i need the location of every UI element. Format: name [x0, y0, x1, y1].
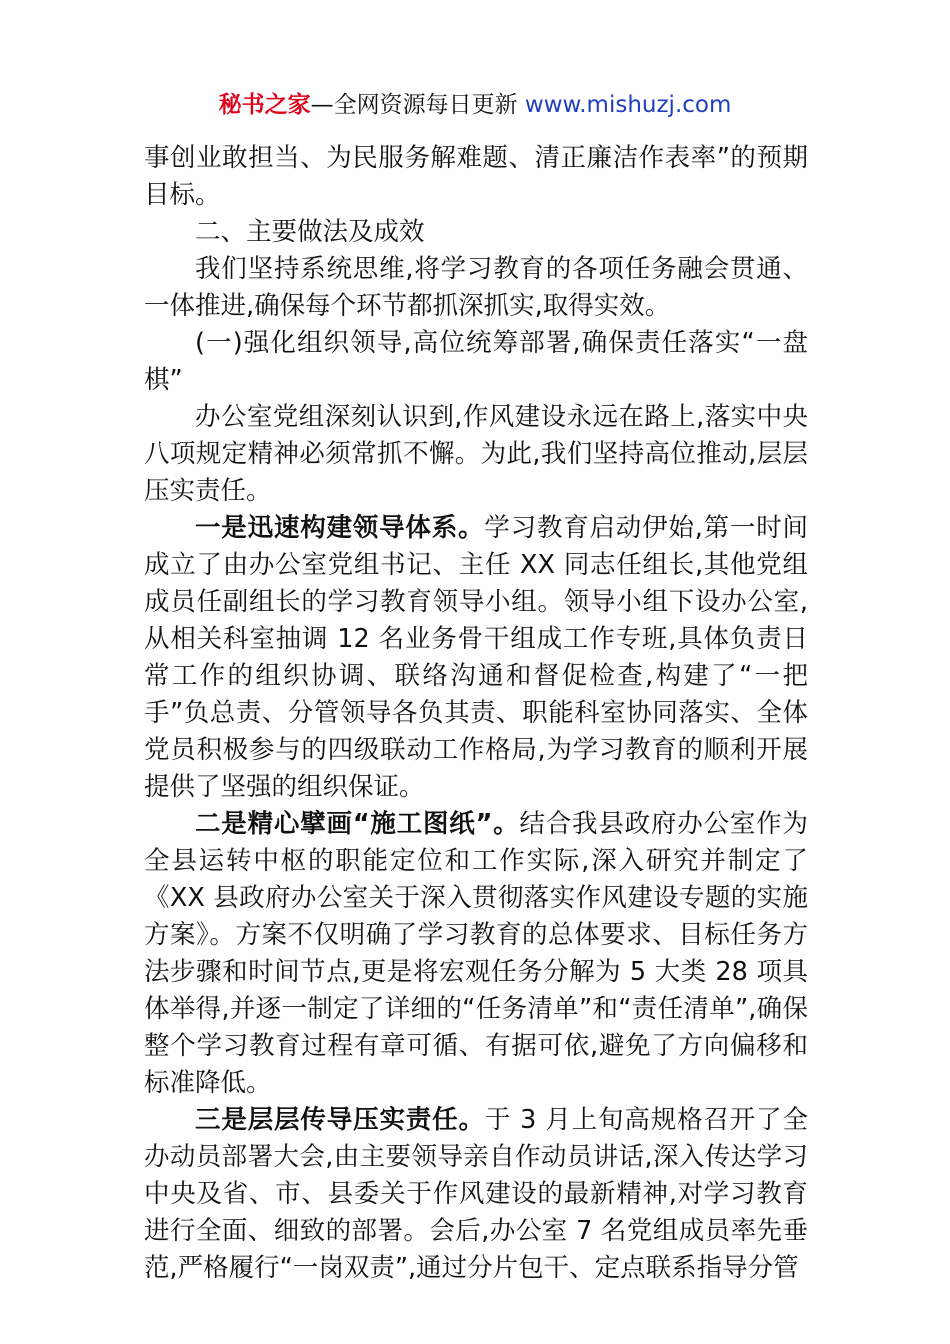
document-body	[144, 140, 808, 1287]
paragraph-text: 于 3 月上旬高规格召开了全办动员部署大会,由主要领导亲自作动员讲话,深入传达学习中央及省、市、县委关于作风建设的最新精神,对学习教育进行全面、细致的部署。会后,办公室 7 名党组成员率先垂范,严格履行“一岗双责”,通过分片包干、定点联系指导分管	[144, 1105, 808, 1283]
website-link[interactable]: www.mishuzj.com	[517, 92, 732, 118]
paragraph	[144, 510, 808, 806]
paragraph-text: 结合我县政府办公室作为全县运转中枢的职能定位和工作实际,深入研究并制定了《XX 县政府办公室关于深入贯彻落实作风建设专题的实施方案》。方案不仅明确了学习教育的总体要求、目标任务方法步骤和时间节点,更是将宏观任务分解为 5 大类 28 项具体举得,并逐一制定了详细的“任务清单”和“责任清单”,确保整个学习教育过程有章可循、有据可依,避免了方向偏移和标准降低。	[144, 809, 808, 1098]
subsection-heading	[144, 325, 808, 399]
paragraph-text: 我们坚持系统思维,将学习教育的各项任务融会贯通、一体推进,确保每个环节都抓深抓实,取得实效。	[144, 254, 808, 321]
paragraph	[144, 1102, 808, 1287]
paragraph-lead: 三是层层传导压实责任。	[195, 1105, 485, 1135]
paragraph-text: 事创业敢担当、为民服务解难题、清正廉洁作表率”的预期目标。	[144, 143, 808, 210]
paragraph-lead: 一是迅速构建领导体系。	[195, 513, 485, 543]
paragraph	[144, 399, 808, 510]
paragraph-text: 办公室党组深刻认识到,作风建设永远在路上,落实中央八项规定精神必须常抓不懈。为此,我们坚持高位推动,层层压实责任。	[144, 402, 808, 506]
header-tagline: —全网资源每日更新	[310, 92, 518, 118]
paragraph-lead: 二是精心擘画“施工图纸”。	[195, 809, 520, 839]
paragraph	[144, 251, 808, 325]
paragraph	[144, 140, 808, 214]
section-heading	[144, 214, 808, 251]
paragraph-text: 二、主要做法及成效	[195, 217, 425, 247]
paragraph-text: (一)强化组织领导,高位统筹部署,确保责任落实“一盘棋”	[144, 328, 808, 395]
paragraph-text: 学习教育启动伊始,第一时间成立了由办公室党组书记、主任 XX 同志任组长,其他党组成员任副组长的学习教育领导小组。领导小组下设办公室,从相关科室抽调 12 名业务骨干组成工作专班,具体负责日常工作的组织协调、联络沟通和督促检查,构建了“一把手”负总责、分管领导各负其责、职能科室协同落实、全体党员积极参与的四级联动工作格局,为学习教育的顺利开展提供了坚强的组织保证。	[144, 513, 808, 802]
paragraph	[144, 806, 808, 1102]
brand-name: 秘书之家	[218, 92, 311, 118]
page-header	[0, 88, 950, 122]
